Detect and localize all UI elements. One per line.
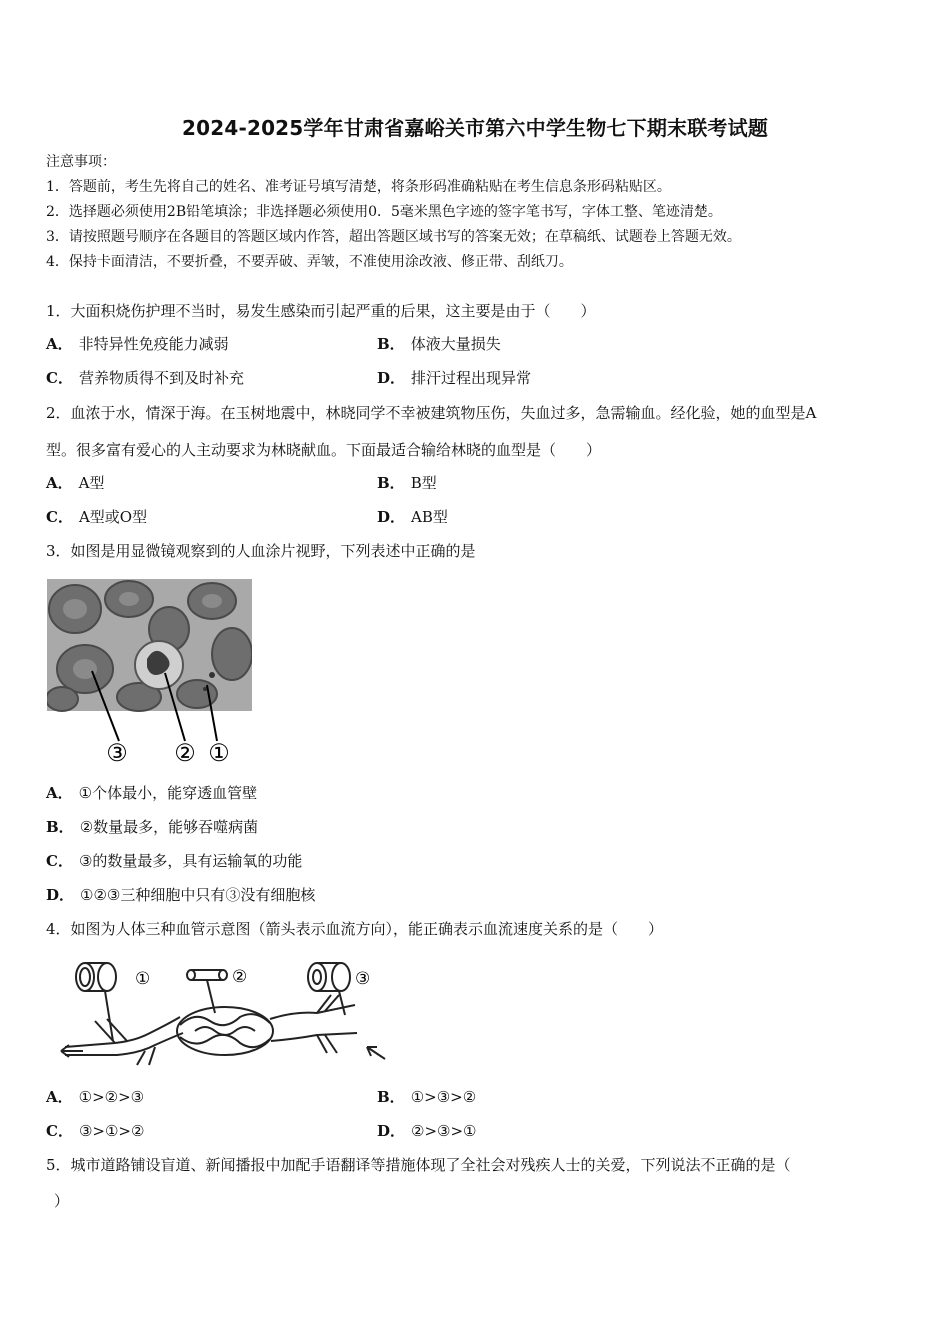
vessel-label-3: ③ <box>355 969 371 989</box>
question-3-option-b[interactable] <box>46 817 258 837</box>
option-text: 非特异性免疫能力减弱 <box>78 335 229 353</box>
figure-label-2: ② <box>174 739 196 767</box>
question-2-option-c[interactable] <box>46 507 147 527</box>
option-text: 排汗过程出现异常 <box>411 369 532 387</box>
option-text: ③>①>② <box>78 1122 145 1140</box>
option-label: D． <box>377 369 406 387</box>
question-4-stem: 4．如图为人体三种血管示意图（箭头表示血流方向），能正确表示血流速度关系的是（ ） <box>46 920 664 938</box>
question-4-option-c[interactable] <box>46 1121 144 1141</box>
option-label: B． <box>377 335 405 353</box>
question-1-stem: 1．大面积烧伤护理不当时，易发生感染而引起严重的后果，这主要是由于（ ） <box>46 302 596 320</box>
option-label: C． <box>46 508 73 526</box>
question-5-stem-line2: ） <box>54 1192 70 1210</box>
question-4-option-b[interactable] <box>377 1087 476 1107</box>
notice-item: 3．请按照题号顺序在各题目的答题区域内作答，超出答题区域书写的答案无效；在草稿纸、试题卷上答题无效。 <box>46 229 741 245</box>
notice-item: 4．保持卡面清洁，不要折叠，不要弄破、弄皱，不准使用涂改液、修正带、刮纸刀。 <box>46 254 573 270</box>
option-label: C． <box>46 852 73 870</box>
question-3-option-d[interactable] <box>46 885 315 905</box>
notice-item: 1．答题前，考生先将自己的姓名、准考证号填写清楚，将条形码准确粘贴在考生信息条形码粘贴区。 <box>46 179 671 195</box>
option-text: B型 <box>410 474 437 492</box>
blood-smear-figure <box>47 579 252 769</box>
option-text: 体液大量损失 <box>410 335 501 353</box>
question-3-stem: 3．如图是用显微镜观察到的人血涂片视野，下列表述中正确的是 <box>46 542 476 560</box>
option-label: A． <box>46 784 73 802</box>
option-text: ①>②>③ <box>78 1088 145 1106</box>
blood-smear-image <box>47 579 252 769</box>
page-title: 2024-2025学年甘肃省嘉峪关市第六中学生物七下期末联考试题 <box>181 116 769 140</box>
question-1-option-c[interactable] <box>46 368 244 388</box>
question-3-option-c[interactable] <box>46 851 302 871</box>
option-text: ①>③>② <box>410 1088 477 1106</box>
question-4-option-a[interactable] <box>46 1087 144 1107</box>
vessel-label-2: ② <box>232 967 248 987</box>
option-text: ②>③>① <box>411 1122 477 1140</box>
notice-heading: 注意事项： <box>46 154 116 170</box>
question-5-stem-line1: 5．城市道路铺设盲道、新闻播报中加配手语翻译等措施体现了全社会对残疾人士的关爱，下列说法不正确的是（ <box>46 1156 791 1174</box>
figure-label-3: ③ <box>106 739 128 767</box>
option-text: ①②③三种细胞中只有③没有细胞核 <box>80 886 316 904</box>
option-text: 营养物质得不到及时补充 <box>78 369 244 387</box>
vessel-label-1: ① <box>135 969 151 989</box>
option-label: D． <box>46 886 75 904</box>
notice-item: 2．选择题必须使用2B铅笔填涂；非选择题必须使用0．5毫米黑色字迹的签字笔书写，字体工整、笔迹清楚。 <box>46 204 722 220</box>
question-2-option-b[interactable] <box>377 473 437 493</box>
option-label: B． <box>377 1088 405 1106</box>
question-4-option-d[interactable] <box>377 1121 477 1141</box>
option-label: D． <box>377 508 406 526</box>
option-text: ②数量最多，能够吞噬病菌 <box>79 818 259 836</box>
option-text: A型或O型 <box>78 508 148 526</box>
question-2-option-a[interactable] <box>46 473 104 493</box>
option-label: C． <box>46 369 73 387</box>
question-2-stem-line1: 2．血浓于水，情深于海。在玉树地震中，林晓同学不幸被建筑物压伤，失血过多，急需输血。经化验，她的血型是A <box>46 404 817 422</box>
blood-vessel-diagram <box>55 955 395 1070</box>
option-label: C． <box>46 1122 73 1140</box>
option-text: AB型 <box>411 508 448 526</box>
question-3-option-a[interactable] <box>46 783 257 803</box>
question-2-option-d[interactable] <box>377 507 448 527</box>
option-label: A． <box>46 474 73 492</box>
question-2-stem-line2: 型。很多富有爱心的人主动要求为林晓献血。下面最适合输给林晓的血型是（ ） <box>46 441 602 459</box>
option-label: A． <box>46 335 73 353</box>
option-text: A型 <box>78 474 105 492</box>
question-1-option-d[interactable] <box>377 368 531 388</box>
question-1-option-b[interactable] <box>377 334 501 354</box>
option-text: ③的数量最多，具有运输氧的功能 <box>78 852 303 870</box>
blood-vessel-figure <box>55 955 395 1070</box>
option-label: D． <box>377 1122 406 1140</box>
option-label: B． <box>46 818 74 836</box>
option-label: A． <box>46 1088 73 1106</box>
figure-label-1: ① <box>208 739 230 767</box>
option-text: ①个体最小，能穿透血管壁 <box>78 784 258 802</box>
question-1-option-a[interactable] <box>46 334 229 354</box>
option-label: B． <box>377 474 405 492</box>
